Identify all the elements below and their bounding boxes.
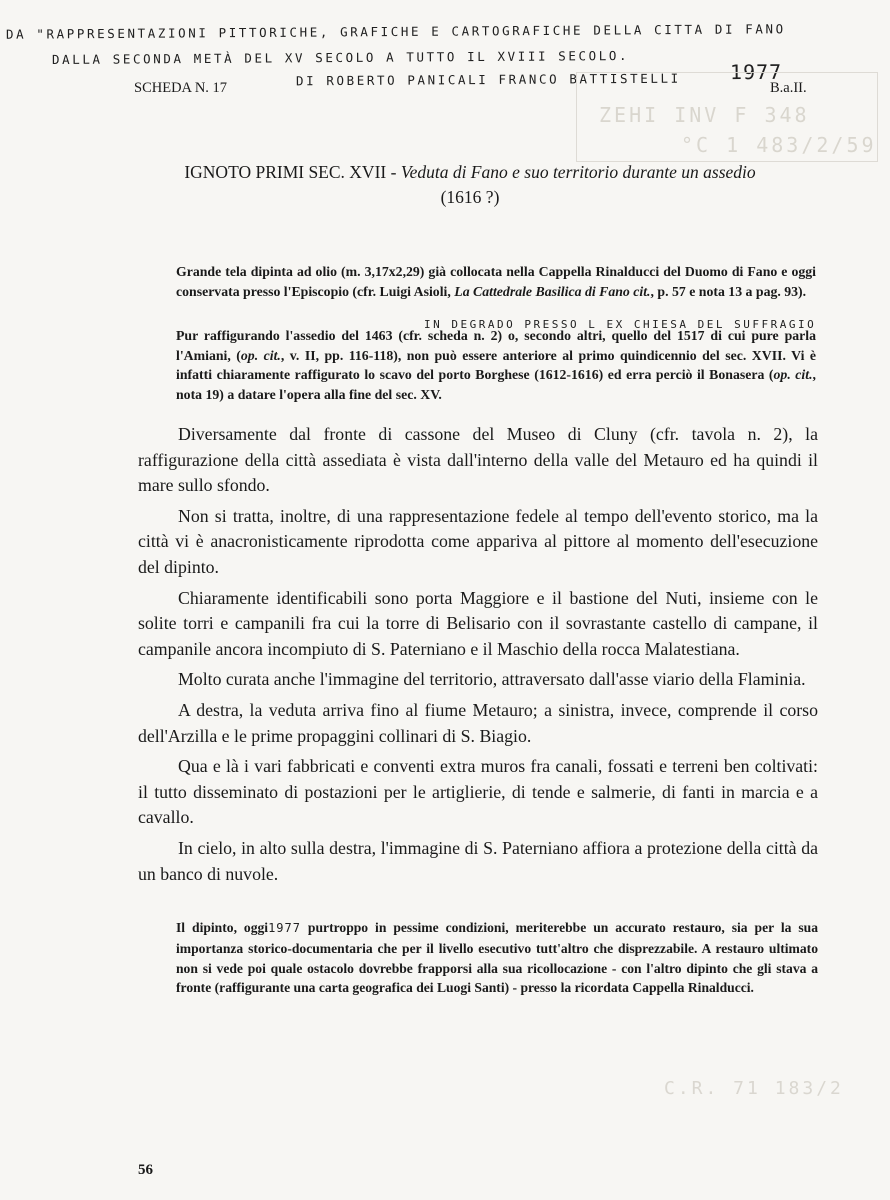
- body-paragraph-4: Molto curata anche l'immagine del territorio, attraversato dall'asse viario della Flaminia.: [178, 669, 806, 690]
- note-paragraph-1: [176, 262, 816, 301]
- title-author: IGNOTO PRIMI SEC. XVII -: [184, 162, 401, 182]
- body-paragraph-5: A destra, la veduta arriva fino al fiume Metauro; a sinistra, invece, comprende il corso dell'Arzilla e le prime propaggini collinari di S. Biagio.: [138, 699, 818, 746]
- note-p2-text: Pur raffigurando l'assedio del 1463 (cfr. scheda n. 2) o, secondo altri, quello del 1517 di cui pure parla l'Amiani, (: [176, 328, 816, 363]
- catalog-code: B.a.II.: [770, 80, 807, 96]
- title-date: (1616 ?): [440, 187, 500, 207]
- handwritten-correction: IN DEGRADO PRESSO L EX CHIESA DEL SUFFRAGIO: [424, 318, 817, 331]
- inventory-stamp: [576, 72, 878, 162]
- note-p1-italic: La Cattedrale Basilica di Fano cit.: [454, 283, 651, 299]
- note-paragraph-2: [176, 326, 816, 404]
- body-paragraph-7: In cielo, in alto sulla destra, l'immagine di S. Paterniano affiora a protezione della città da un banco di nuvole.: [138, 837, 818, 884]
- body-paragraph-3: Chiaramente identificabili sono porta Maggiore e il bastione del Nuti, insieme con le solite torri e campanili fra cui la torre di Belisario con il sovrastante castello di campane, il campanile ancora incompiuto di S. Paterniano e il Maschio della rocca Malatestiana.: [138, 587, 818, 659]
- closing-paragraph: [176, 918, 818, 998]
- note-p2-italic-1: op. cit.: [240, 347, 281, 363]
- note-p2-text-2: , v. II, pp. 116-118), non può essere anteriore al primo quindicennio del sec. XVII. Vi è infatti chiaramente raffigurato lo scavo del porto Borghese (1612-1616) ed erra perciò il Bonasera (: [176, 347, 816, 382]
- closing-handwritten-year: 1977: [268, 921, 301, 935]
- note-p2-text-3: , nota 19) a datare l'opera alla fine del sec. XV.: [176, 367, 816, 402]
- handwritten-line-1: DA "RAPPRESENTAZIONI PITTORICHE, GRAFICHE E CARTOGRAFICHE DELLA CITTA DI FANO: [5, 21, 786, 42]
- handwritten-line-3: DI ROBERTO PANICALI FRANCO BATTISTELLI: [295, 70, 681, 89]
- body-paragraph-2: Non si tratta, inoltre, di una rappresentazione fedele al tempo dell'evento storico, ma la città vi è anacronisticamente riprodotta come appariva al pittore al momento dell'esecuzione del dipinto.: [138, 505, 818, 577]
- closing-text: purtroppo in pessime condizioni, meriterebbe un accurato restauro, sia per la sua importanza storico-documentaria che per il livello esecutivo tutt'altro che disprezzabile. A restauro ultimato non si vede poi quale ostacolo dovrebbe frapporsi alla sua ricollocazione - con l'altro dipinto che gli stava a fronte (raffigurante una carta geografica dei Luogi Santi) - presso la ricordata Cappella Rinalducci.: [176, 920, 818, 996]
- title-work: Veduta di Fano e suo territorio durante un assedio: [400, 162, 756, 182]
- handwritten-line-2: DALLA SECONDA METÀ DEL XV SECOLO A TUTTO IL XVIII SECOLO.: [51, 47, 630, 68]
- note-p1-text: Grande tela dipinta ad olio (m. 3,17x2,29) già collocata nella Cappella Rinalducci del Duomo di Fano e oggi conservata presso l'Episcopio (cfr. Luigi Asioli,: [176, 264, 816, 299]
- note-p1-text-end: , p. 57 e nota 13 a pag. 93).: [650, 283, 807, 299]
- body-paragraph-6: Qua e là i vari fabbricati e conventi extra muros fra canali, fossati e terreni ben coltivati: il tutto disseminato di postazioni per le artiglierie, di tende e salmerie, di fanti in marcia e a cavallo.: [138, 756, 818, 828]
- page-number: 56: [138, 1162, 153, 1178]
- closing-text-start: Il dipinto, oggi: [176, 920, 269, 935]
- stamp-line-2: °C 1 483/2/59: [681, 133, 877, 157]
- main-text: [138, 422, 818, 892]
- stamp-line-1: ZEHI INV F 348: [599, 103, 810, 127]
- scheda-number: SCHEDA N. 17: [134, 80, 228, 96]
- faint-pencil-mark: C.R. 71 183/2: [664, 1078, 844, 1099]
- handwritten-year: 1977: [729, 59, 783, 85]
- note-p2-italic-2: op. cit.: [773, 367, 813, 382]
- body-paragraph-1: Diversamente dal fronte di cassone del Museo di Cluny (cfr. tavola n. 2), la raffigurazione della città assediata è vista dall'interno della valle del Metauro ed ha quindi il mare sullo sfondo.: [138, 424, 818, 496]
- page-title: [120, 160, 820, 210]
